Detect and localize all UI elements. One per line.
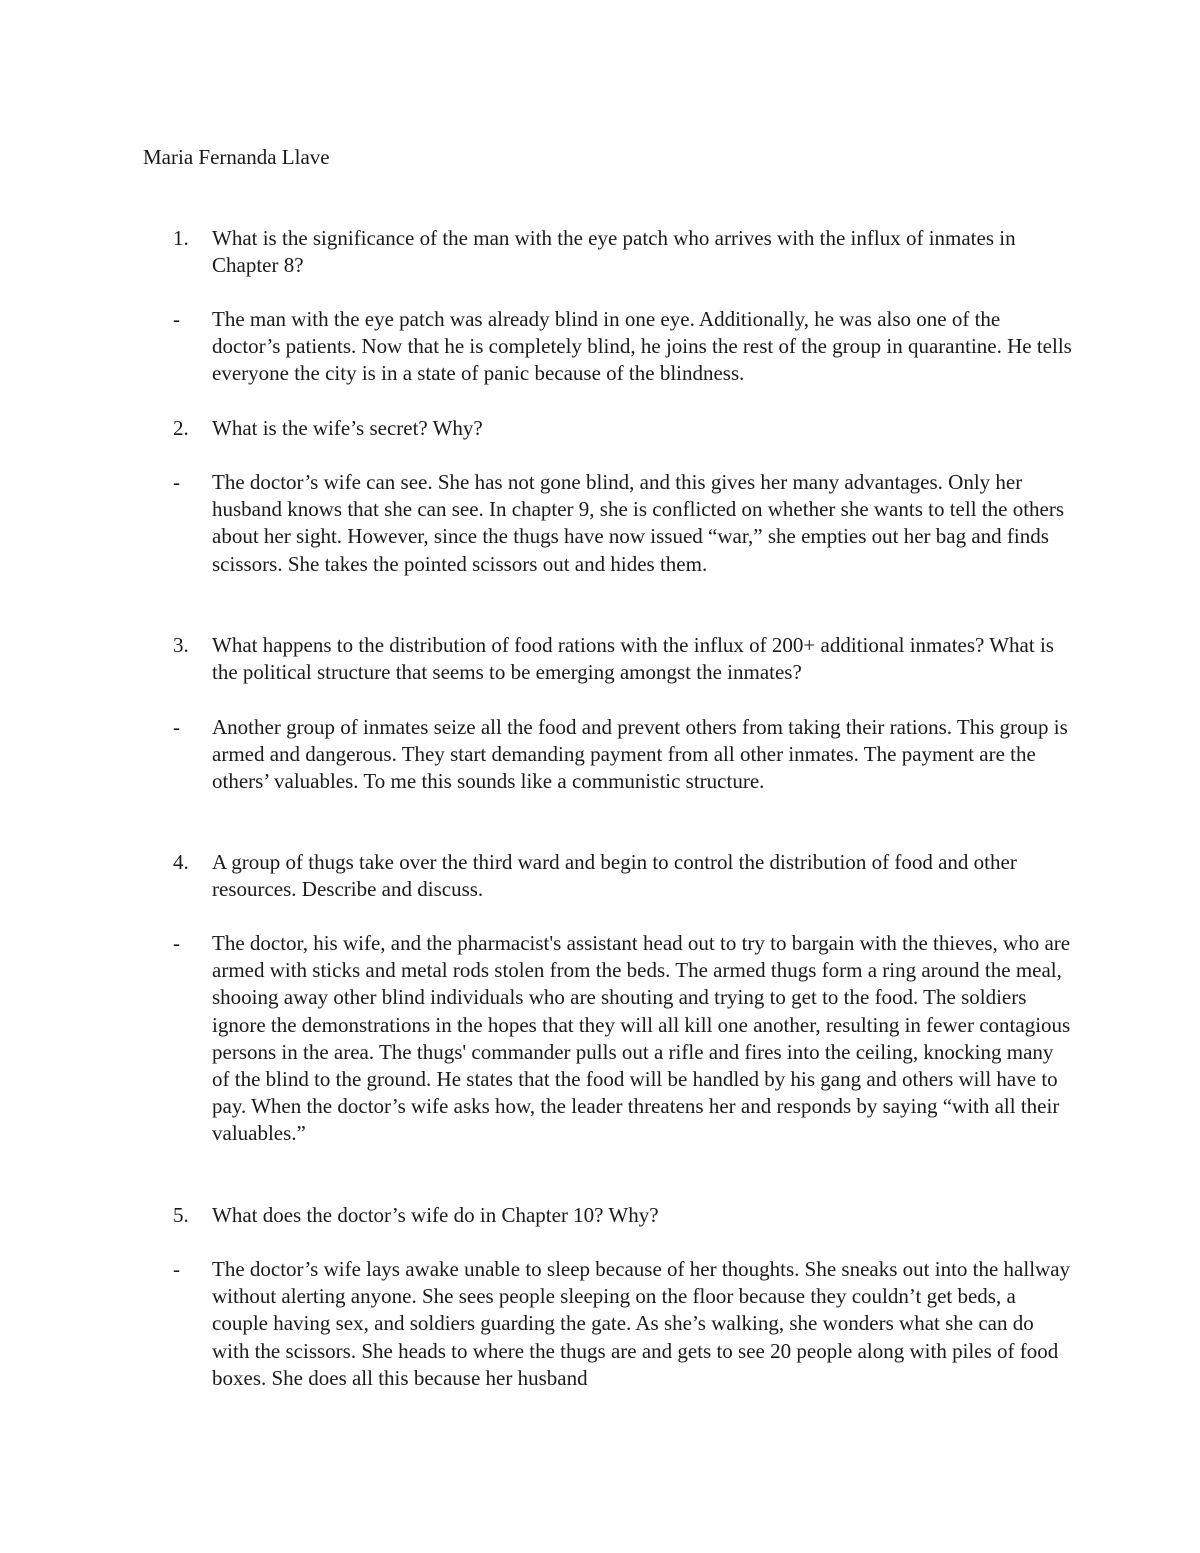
answer-text: The man with the eye patch was already blind in one eye. Additionally, he was also one of the doctor’s patients. Now that he is completely blind, he joins the rest of the group in quarantine. He tells everyone the city is in a state of panic because of the blindness. — [212, 307, 1072, 386]
question-text: What does the doctor’s wife do in Chapter 10? Why? — [212, 1203, 659, 1227]
question-5 — [173, 1202, 1073, 1229]
list-number: 3. — [173, 633, 189, 657]
question-text: A group of thugs take over the third ward and begin to control the distribution of food and other resources. Describe and discuss. — [212, 850, 1017, 902]
answer-2 — [173, 469, 1073, 578]
question-text: What happens to the distribution of food rations with the influx of 200+ additional inmates? What is the political structure that seems to be emerging amongst the inmates? — [212, 633, 1054, 685]
answer-1 — [173, 306, 1073, 388]
list-dash: - — [173, 470, 180, 494]
question-4 — [173, 849, 1073, 903]
list-dash: - — [173, 931, 180, 955]
question-3 — [173, 632, 1073, 686]
answer-text: The doctor’s wife can see. She has not gone blind, and this gives her many advantages. Only her husband knows that she can see. In chapter 9, she is conflicted on whether she wants to tell the others about her sight. However, since the thugs have now issued “war,” she empties out her bag and finds scissors. She takes the pointed scissors out and hides them. — [212, 470, 1065, 576]
author-name: Maria Fernanda Llave — [143, 145, 330, 169]
answer-5 — [173, 1256, 1073, 1392]
answer-text: The doctor, his wife, and the pharmacist's assistant head out to try to bargain with the thieves, who are armed with sticks and metal rods stolen from the beds. The armed thugs form a ring around the meal, shooing away other blind individuals who are shouting and trying to get to the food. The soldiers ignore the demonstrations in the hopes that they will all kill one another, resulting in fewer contagious persons in the area. The thugs' commander pulls out a rifle and fires into the ceiling, knocking many of the blind to the ground. He states that the food will be handled by his gang and others will have to pay. When the doctor’s wife asks how, the leader threatens her and responds by saying “with all their valuables.” — [212, 931, 1071, 1146]
question-text: What is the wife’s secret? Why? — [212, 416, 483, 440]
question-2 — [173, 415, 1073, 442]
list-number: 5. — [173, 1203, 189, 1227]
list-number: 2. — [173, 416, 189, 440]
answer-text: The doctor’s wife lays awake unable to sleep because of her thoughts. She sneaks out into the hallway without alerting anyone. She sees people sleeping on the floor because they couldn’t get beds, a couple having sex, and soldiers guarding the gate. As she’s walking, she wonders what she can do with the scissors. She heads to where the thugs are and gets to see 20 people along with piles of food boxes. She does all this because her husband — [212, 1257, 1071, 1390]
answer-3 — [173, 714, 1073, 796]
answer-text: Another group of inmates seize all the food and prevent others from taking their rations. This group is armed and dangerous. They start demanding payment from all other inmates. The payment are the others’ valuables. To me this sounds like a communistic structure. — [212, 715, 1068, 794]
list-number: 4. — [173, 850, 189, 874]
answer-4 — [173, 930, 1073, 1148]
list-dash: - — [173, 1257, 180, 1281]
question-text: What is the significance of the man with the eye patch who arrives with the influx of inmates in Chapter 8? — [212, 226, 1016, 278]
list-dash: - — [173, 715, 180, 739]
list-number: 1. — [173, 226, 189, 250]
list-dash: - — [173, 307, 180, 331]
question-1 — [173, 225, 1073, 279]
